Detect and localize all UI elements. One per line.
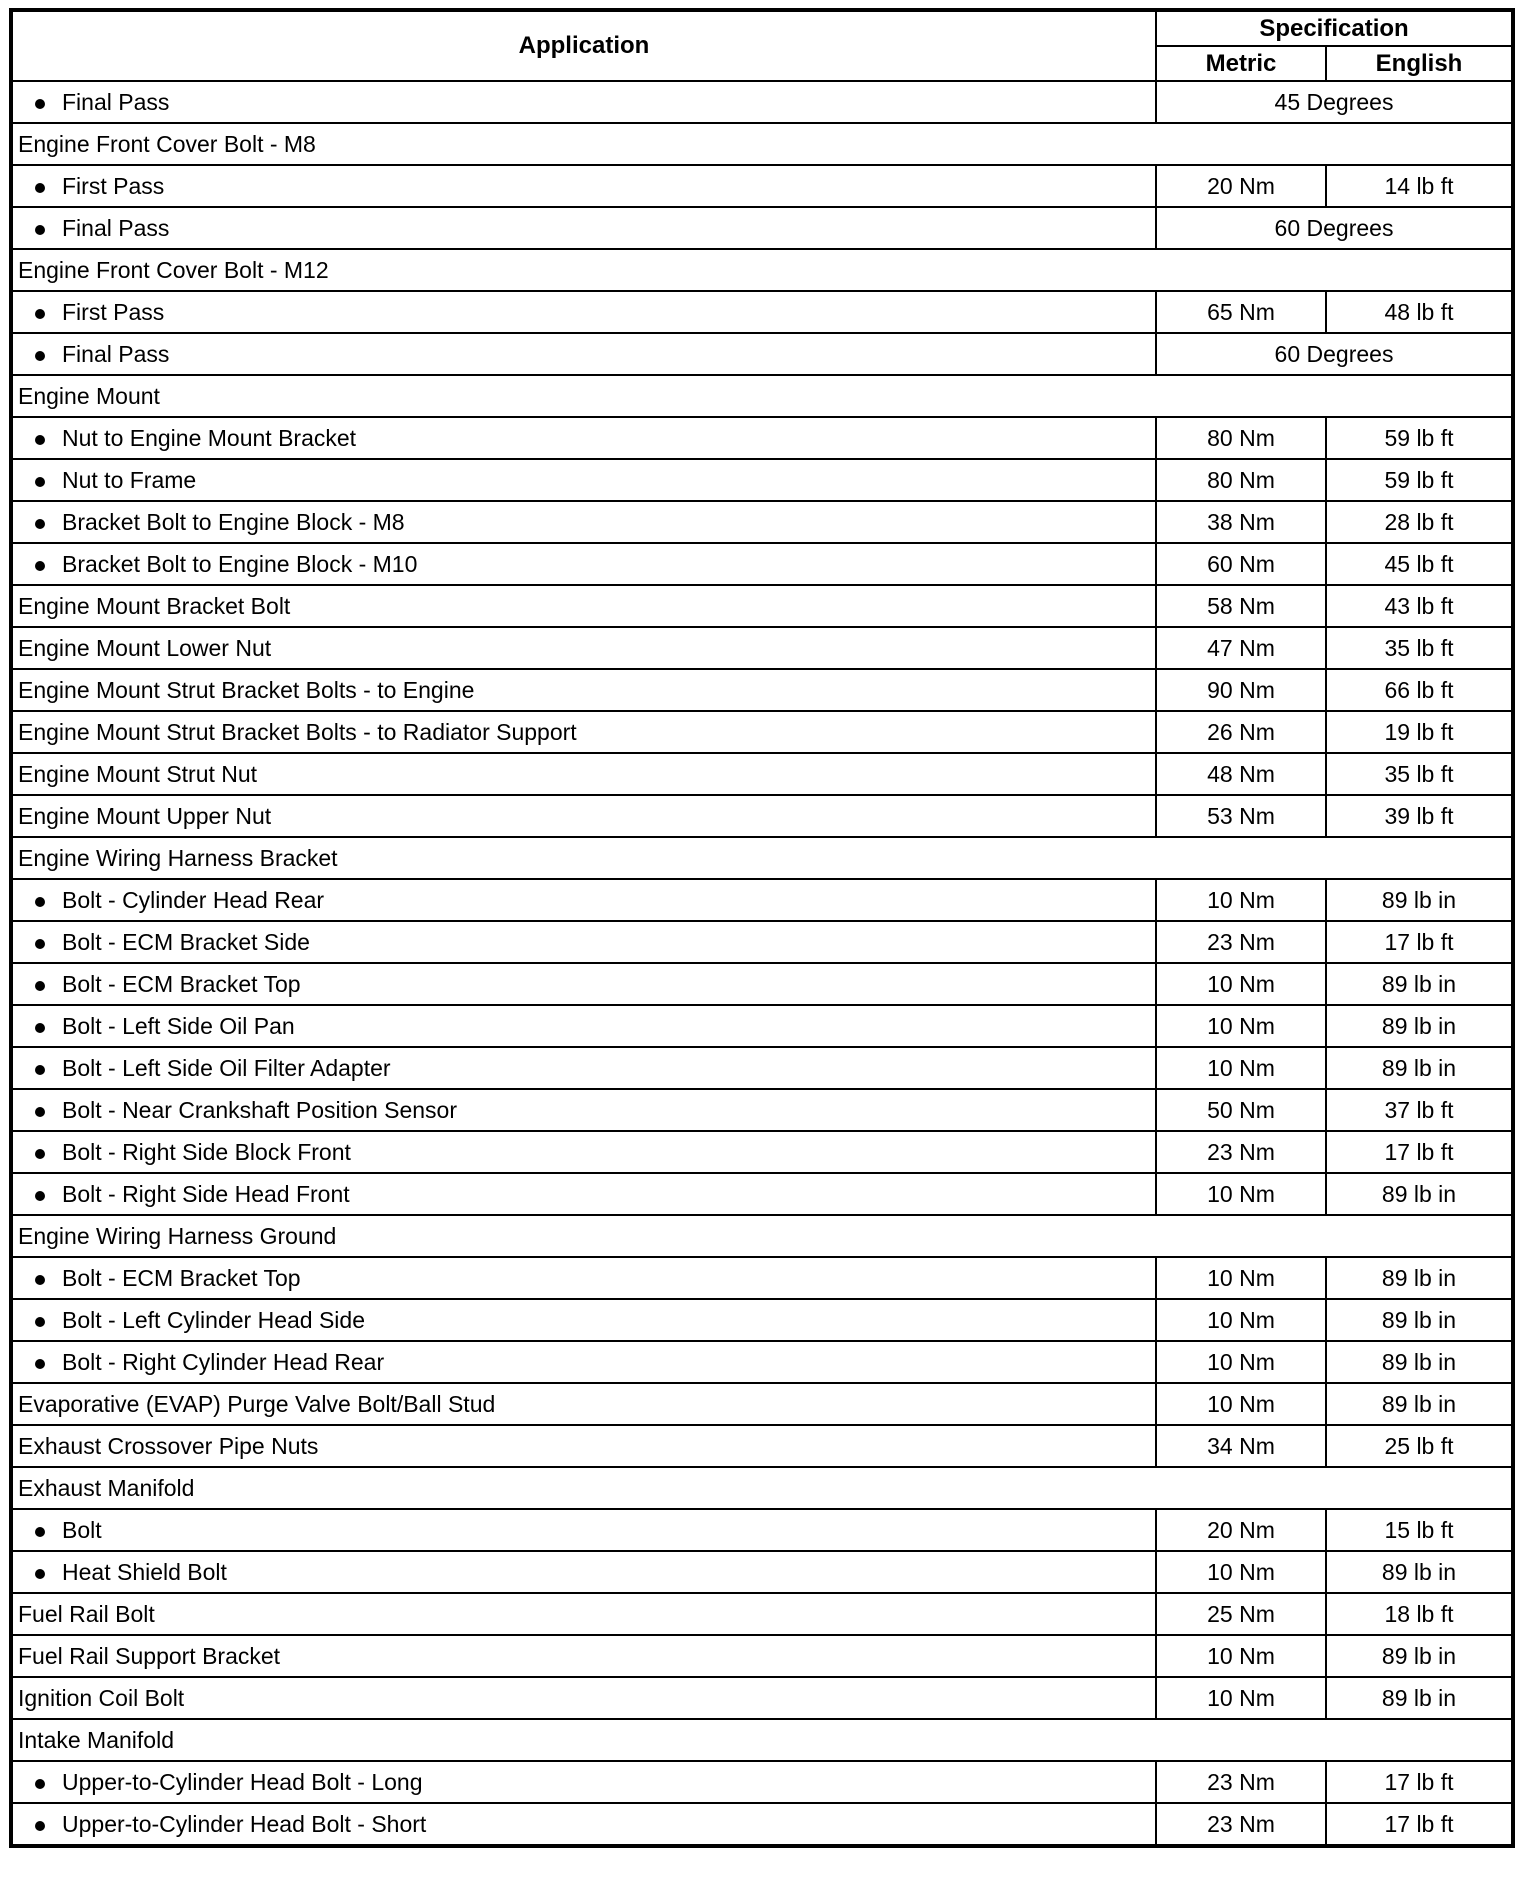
section-header-cell: Engine Front Cover Bolt - M8 — [11, 123, 1513, 165]
bullet-icon — [35, 1149, 45, 1159]
bullet-icon — [35, 1065, 45, 1075]
metric-value-cell: 90 Nm — [1156, 669, 1326, 711]
metric-value-cell: 20 Nm — [1156, 1509, 1326, 1551]
application-cell — [11, 1425, 1156, 1467]
metric-value-cell: 58 Nm — [1156, 585, 1326, 627]
bullet-icon — [35, 1527, 45, 1537]
application-cell — [11, 963, 1156, 1005]
metric-value-cell: 50 Nm — [1156, 1089, 1326, 1131]
table-row — [11, 207, 1513, 249]
section-header-cell: Intake Manifold — [11, 1719, 1513, 1761]
application-label: Bolt - Right Side Block Front — [62, 1138, 351, 1165]
english-value-cell: 89 lb in — [1326, 879, 1513, 921]
table-row — [11, 669, 1513, 711]
metric-value-cell: 80 Nm — [1156, 459, 1326, 501]
application-cell — [11, 291, 1156, 333]
metric-value-cell: 10 Nm — [1156, 1005, 1326, 1047]
spec-span-cell: 45 Degrees — [1156, 81, 1513, 123]
table-row — [11, 963, 1513, 1005]
application-label: Nut to Frame — [62, 466, 197, 493]
table-row — [11, 1173, 1513, 1215]
section-header-cell: Exhaust Manifold — [11, 1467, 1513, 1509]
application-cell — [11, 207, 1156, 249]
application-label: Engine Mount Upper Nut — [18, 802, 272, 829]
application-cell — [11, 1635, 1156, 1677]
application-label: Evaporative (EVAP) Purge Valve Bolt/Ball Stud — [18, 1390, 496, 1417]
table-row — [11, 459, 1513, 501]
section-header-cell: Engine Wiring Harness Bracket — [11, 837, 1513, 879]
application-label: Bracket Bolt to Engine Block - M10 — [62, 550, 418, 577]
bullet-icon — [35, 561, 45, 571]
section-header-cell: Engine Front Cover Bolt - M12 — [11, 249, 1513, 291]
bullet-icon — [35, 477, 45, 487]
application-label: Bolt - Cylinder Head Rear — [62, 886, 325, 913]
bullet-icon — [35, 897, 45, 907]
english-value-cell: 25 lb ft — [1326, 1425, 1513, 1467]
application-label: Bolt - Right Cylinder Head Rear — [62, 1348, 385, 1375]
col-header-metric: Metric — [1156, 46, 1326, 81]
table-row — [11, 1761, 1513, 1803]
english-value-cell: 59 lb ft — [1326, 417, 1513, 459]
application-label: Bolt - Near Crankshaft Position Sensor — [62, 1096, 458, 1123]
section-header-cell: Engine Mount — [11, 375, 1513, 417]
spec-table-body — [11, 81, 1513, 1846]
application-label: Bolt - Right Side Head Front — [62, 1180, 350, 1207]
metric-value-cell: 23 Nm — [1156, 1761, 1326, 1803]
bullet-icon — [35, 1023, 45, 1033]
table-row — [11, 501, 1513, 543]
application-label: Bolt - ECM Bracket Side — [62, 928, 310, 955]
english-value-cell: 89 lb in — [1326, 1677, 1513, 1719]
bullet-icon — [35, 1569, 45, 1579]
table-row — [11, 585, 1513, 627]
application-cell — [11, 627, 1156, 669]
english-value-cell: 28 lb ft — [1326, 501, 1513, 543]
english-value-cell: 18 lb ft — [1326, 1593, 1513, 1635]
table-row — [11, 627, 1513, 669]
table-row — [11, 1383, 1513, 1425]
application-label: Nut to Engine Mount Bracket — [62, 424, 357, 451]
english-value-cell: 48 lb ft — [1326, 291, 1513, 333]
application-label: Upper-to-Cylinder Head Bolt - Short — [62, 1810, 427, 1837]
bullet-icon — [35, 981, 45, 991]
metric-value-cell: 20 Nm — [1156, 165, 1326, 207]
application-label: Bolt - ECM Bracket Top — [62, 1264, 301, 1291]
bullet-icon — [35, 183, 45, 193]
table-row — [11, 333, 1513, 375]
application-label: Engine Mount Strut Bracket Bolts - to Engine — [18, 676, 475, 703]
application-cell — [11, 1131, 1156, 1173]
application-label: Final Pass — [62, 88, 170, 115]
application-label: First Pass — [62, 298, 165, 325]
metric-value-cell: 26 Nm — [1156, 711, 1326, 753]
application-cell — [11, 1551, 1156, 1593]
english-value-cell: 89 lb in — [1326, 1299, 1513, 1341]
application-cell — [11, 1803, 1156, 1846]
col-header-specification: Specification — [1156, 10, 1513, 46]
bullet-icon — [35, 1317, 45, 1327]
table-row — [11, 291, 1513, 333]
english-value-cell: 19 lb ft — [1326, 711, 1513, 753]
bullet-icon — [35, 351, 45, 361]
application-cell — [11, 417, 1156, 459]
application-label: Engine Mount Strut Nut — [18, 760, 258, 787]
application-cell — [11, 711, 1156, 753]
table-header — [11, 10, 1513, 81]
table-row — [11, 795, 1513, 837]
spec-span-cell: 60 Degrees — [1156, 333, 1513, 375]
english-value-cell: 17 lb ft — [1326, 921, 1513, 963]
english-value-cell: 35 lb ft — [1326, 627, 1513, 669]
metric-value-cell: 10 Nm — [1156, 1677, 1326, 1719]
metric-value-cell: 48 Nm — [1156, 753, 1326, 795]
bullet-icon — [35, 1191, 45, 1201]
english-value-cell: 17 lb ft — [1326, 1131, 1513, 1173]
section-row — [11, 249, 1513, 291]
application-cell — [11, 1677, 1156, 1719]
english-value-cell: 14 lb ft — [1326, 165, 1513, 207]
metric-value-cell: 10 Nm — [1156, 1551, 1326, 1593]
application-cell — [11, 1761, 1156, 1803]
table-row — [11, 1005, 1513, 1047]
application-label: Engine Mount Strut Bracket Bolts - to Radiator Support — [18, 718, 577, 745]
section-row — [11, 1215, 1513, 1257]
application-label: Final Pass — [62, 340, 170, 367]
header-row-top — [11, 10, 1513, 46]
metric-value-cell: 10 Nm — [1156, 1299, 1326, 1341]
application-label: Exhaust Crossover Pipe Nuts — [18, 1432, 319, 1459]
metric-value-cell: 53 Nm — [1156, 795, 1326, 837]
torque-spec-table — [9, 8, 1515, 1848]
application-label: Heat Shield Bolt — [62, 1558, 227, 1585]
application-cell — [11, 585, 1156, 627]
application-cell — [11, 333, 1156, 375]
metric-value-cell: 10 Nm — [1156, 879, 1326, 921]
bullet-icon — [35, 1821, 45, 1831]
english-value-cell: 59 lb ft — [1326, 459, 1513, 501]
english-value-cell: 35 lb ft — [1326, 753, 1513, 795]
table-row — [11, 1635, 1513, 1677]
metric-value-cell: 10 Nm — [1156, 1341, 1326, 1383]
metric-value-cell: 80 Nm — [1156, 417, 1326, 459]
application-cell — [11, 1509, 1156, 1551]
application-cell — [11, 1257, 1156, 1299]
bullet-icon — [35, 1107, 45, 1117]
english-value-cell: 89 lb in — [1326, 1341, 1513, 1383]
bullet-icon — [35, 939, 45, 949]
table-row — [11, 1509, 1513, 1551]
bullet-icon — [35, 1359, 45, 1369]
english-value-cell: 15 lb ft — [1326, 1509, 1513, 1551]
english-value-cell: 37 lb ft — [1326, 1089, 1513, 1131]
english-value-cell: 89 lb in — [1326, 963, 1513, 1005]
metric-value-cell: 10 Nm — [1156, 1173, 1326, 1215]
application-cell — [11, 753, 1156, 795]
application-cell — [11, 81, 1156, 123]
application-cell — [11, 165, 1156, 207]
section-header-cell: Engine Wiring Harness Ground — [11, 1215, 1513, 1257]
english-value-cell: 89 lb in — [1326, 1005, 1513, 1047]
metric-value-cell: 10 Nm — [1156, 1383, 1326, 1425]
application-label: Bracket Bolt to Engine Block - M8 — [62, 508, 405, 535]
table-row — [11, 1551, 1513, 1593]
metric-value-cell: 38 Nm — [1156, 501, 1326, 543]
metric-value-cell: 10 Nm — [1156, 1635, 1326, 1677]
table-row — [11, 1677, 1513, 1719]
application-label: Bolt - Left Cylinder Head Side — [62, 1306, 365, 1333]
table-row — [11, 921, 1513, 963]
table-row — [11, 1089, 1513, 1131]
application-cell — [11, 1089, 1156, 1131]
table-row — [11, 879, 1513, 921]
application-cell — [11, 879, 1156, 921]
metric-value-cell: 23 Nm — [1156, 1803, 1326, 1846]
table-row — [11, 1593, 1513, 1635]
application-cell — [11, 1005, 1156, 1047]
metric-value-cell: 60 Nm — [1156, 543, 1326, 585]
table-row — [11, 1299, 1513, 1341]
application-cell — [11, 459, 1156, 501]
application-label: Engine Mount Lower Nut — [18, 634, 272, 661]
metric-value-cell: 23 Nm — [1156, 1131, 1326, 1173]
table-row — [11, 1131, 1513, 1173]
metric-value-cell: 34 Nm — [1156, 1425, 1326, 1467]
col-header-english: English — [1326, 46, 1513, 81]
metric-value-cell: 10 Nm — [1156, 963, 1326, 1005]
table-row — [11, 1257, 1513, 1299]
application-cell — [11, 1593, 1156, 1635]
english-value-cell: 89 lb in — [1326, 1173, 1513, 1215]
application-cell — [11, 669, 1156, 711]
table-row — [11, 417, 1513, 459]
application-label: Ignition Coil Bolt — [18, 1684, 185, 1711]
spec-span-cell: 60 Degrees — [1156, 207, 1513, 249]
english-value-cell: 17 lb ft — [1326, 1761, 1513, 1803]
english-value-cell: 45 lb ft — [1326, 543, 1513, 585]
application-label: Fuel Rail Support Bracket — [18, 1642, 281, 1669]
metric-value-cell: 23 Nm — [1156, 921, 1326, 963]
bullet-icon — [35, 99, 45, 109]
col-header-application: Application — [11, 10, 1156, 81]
application-cell — [11, 543, 1156, 585]
table-row — [11, 81, 1513, 123]
application-label: Final Pass — [62, 214, 170, 241]
english-value-cell: 66 lb ft — [1326, 669, 1513, 711]
application-cell — [11, 1383, 1156, 1425]
application-cell — [11, 1047, 1156, 1089]
table-row — [11, 753, 1513, 795]
metric-value-cell: 10 Nm — [1156, 1047, 1326, 1089]
metric-value-cell: 65 Nm — [1156, 291, 1326, 333]
bullet-icon — [35, 225, 45, 235]
table-row — [11, 543, 1513, 585]
application-label: Engine Mount Bracket Bolt — [18, 592, 291, 619]
bullet-icon — [35, 435, 45, 445]
bullet-icon — [35, 309, 45, 319]
application-label: Upper-to-Cylinder Head Bolt - Long — [62, 1768, 423, 1795]
metric-value-cell: 47 Nm — [1156, 627, 1326, 669]
bullet-icon — [35, 519, 45, 529]
bullet-icon — [35, 1779, 45, 1789]
table-row — [11, 1047, 1513, 1089]
table-row — [11, 711, 1513, 753]
application-label: Bolt - ECM Bracket Top — [62, 970, 301, 997]
metric-value-cell: 10 Nm — [1156, 1257, 1326, 1299]
table-row — [11, 1425, 1513, 1467]
application-label: Bolt - Left Side Oil Pan — [62, 1012, 295, 1039]
application-label: Fuel Rail Bolt — [18, 1600, 155, 1627]
english-value-cell: 89 lb in — [1326, 1551, 1513, 1593]
english-value-cell: 43 lb ft — [1326, 585, 1513, 627]
application-cell — [11, 1299, 1156, 1341]
bullet-icon — [35, 1275, 45, 1285]
section-row — [11, 123, 1513, 165]
english-value-cell: 89 lb in — [1326, 1635, 1513, 1677]
english-value-cell: 17 lb ft — [1326, 1803, 1513, 1846]
application-label: Bolt - Left Side Oil Filter Adapter — [62, 1054, 391, 1081]
application-cell — [11, 795, 1156, 837]
section-row — [11, 1719, 1513, 1761]
table-row — [11, 165, 1513, 207]
application-cell — [11, 921, 1156, 963]
application-cell — [11, 501, 1156, 543]
application-cell — [11, 1173, 1156, 1215]
table-row — [11, 1803, 1513, 1846]
english-value-cell: 39 lb ft — [1326, 795, 1513, 837]
english-value-cell: 89 lb in — [1326, 1257, 1513, 1299]
section-row — [11, 837, 1513, 879]
section-row — [11, 1467, 1513, 1509]
section-row — [11, 375, 1513, 417]
table-row — [11, 1341, 1513, 1383]
english-value-cell: 89 lb in — [1326, 1047, 1513, 1089]
english-value-cell: 89 lb in — [1326, 1383, 1513, 1425]
metric-value-cell: 25 Nm — [1156, 1593, 1326, 1635]
application-label: Bolt — [62, 1516, 102, 1543]
application-label: First Pass — [62, 172, 165, 199]
application-cell — [11, 1341, 1156, 1383]
